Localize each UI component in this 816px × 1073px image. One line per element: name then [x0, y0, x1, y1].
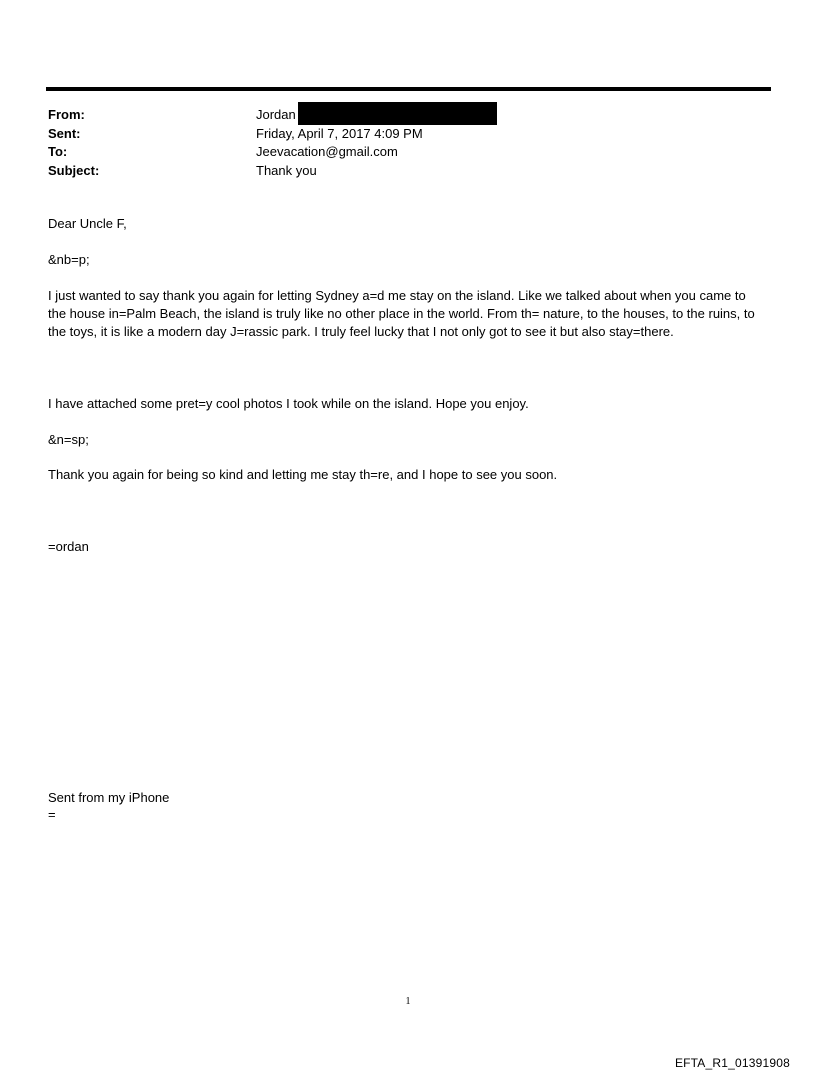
sent-row	[48, 125, 497, 144]
sent-from-line: Sent from my iPhone	[48, 790, 170, 805]
from-value: Jordan	[256, 107, 296, 122]
to-row	[48, 143, 497, 162]
nbsp-line-2: &n=sp;	[48, 432, 89, 447]
from-row	[48, 106, 497, 125]
trailing-char: =	[48, 807, 56, 822]
paragraph-1: I just wanted to say thank you again for letting Sydney a=d me stay on the island. Like we talked about when you came to the house in=Palm Beach, the island is truly like no other place in the world. From th= nature, to the houses, to the ruins, to the toys, it is like a modern day J=rassic park. I truly feel lucky that I not only got to see it but also stay=there.	[48, 288, 755, 339]
to-value: Jeevacation@gmail.com	[256, 144, 398, 159]
email-header	[48, 106, 497, 180]
from-value-wrap	[256, 106, 497, 125]
page-number: 1	[405, 996, 411, 1007]
subject-value: Thank you	[256, 162, 317, 178]
redaction-block	[298, 102, 497, 125]
to-label: To:	[48, 144, 68, 159]
document-id-stamp: EFTA_R1_01391908	[674, 1056, 790, 1070]
sent-value: Friday, April 7, 2017 4:09 PM	[256, 125, 423, 141]
nbsp-line-1: &nb=p;	[48, 252, 90, 267]
subject-row	[48, 162, 497, 181]
signature: =ordan	[48, 539, 89, 554]
paragraph-3: Thank you again for being so kind and letting me stay th=re, and I hope to see you soon.	[48, 467, 558, 482]
sent-label: Sent:	[48, 125, 81, 141]
greeting: Dear Uncle F,	[48, 216, 127, 231]
subject-label: Subject:	[48, 162, 100, 178]
paragraph-2: I have attached some pret=y cool photos I took while on the island. Hope you enjoy.	[48, 396, 529, 411]
header-divider	[46, 87, 771, 91]
from-label: From:	[48, 107, 85, 122]
